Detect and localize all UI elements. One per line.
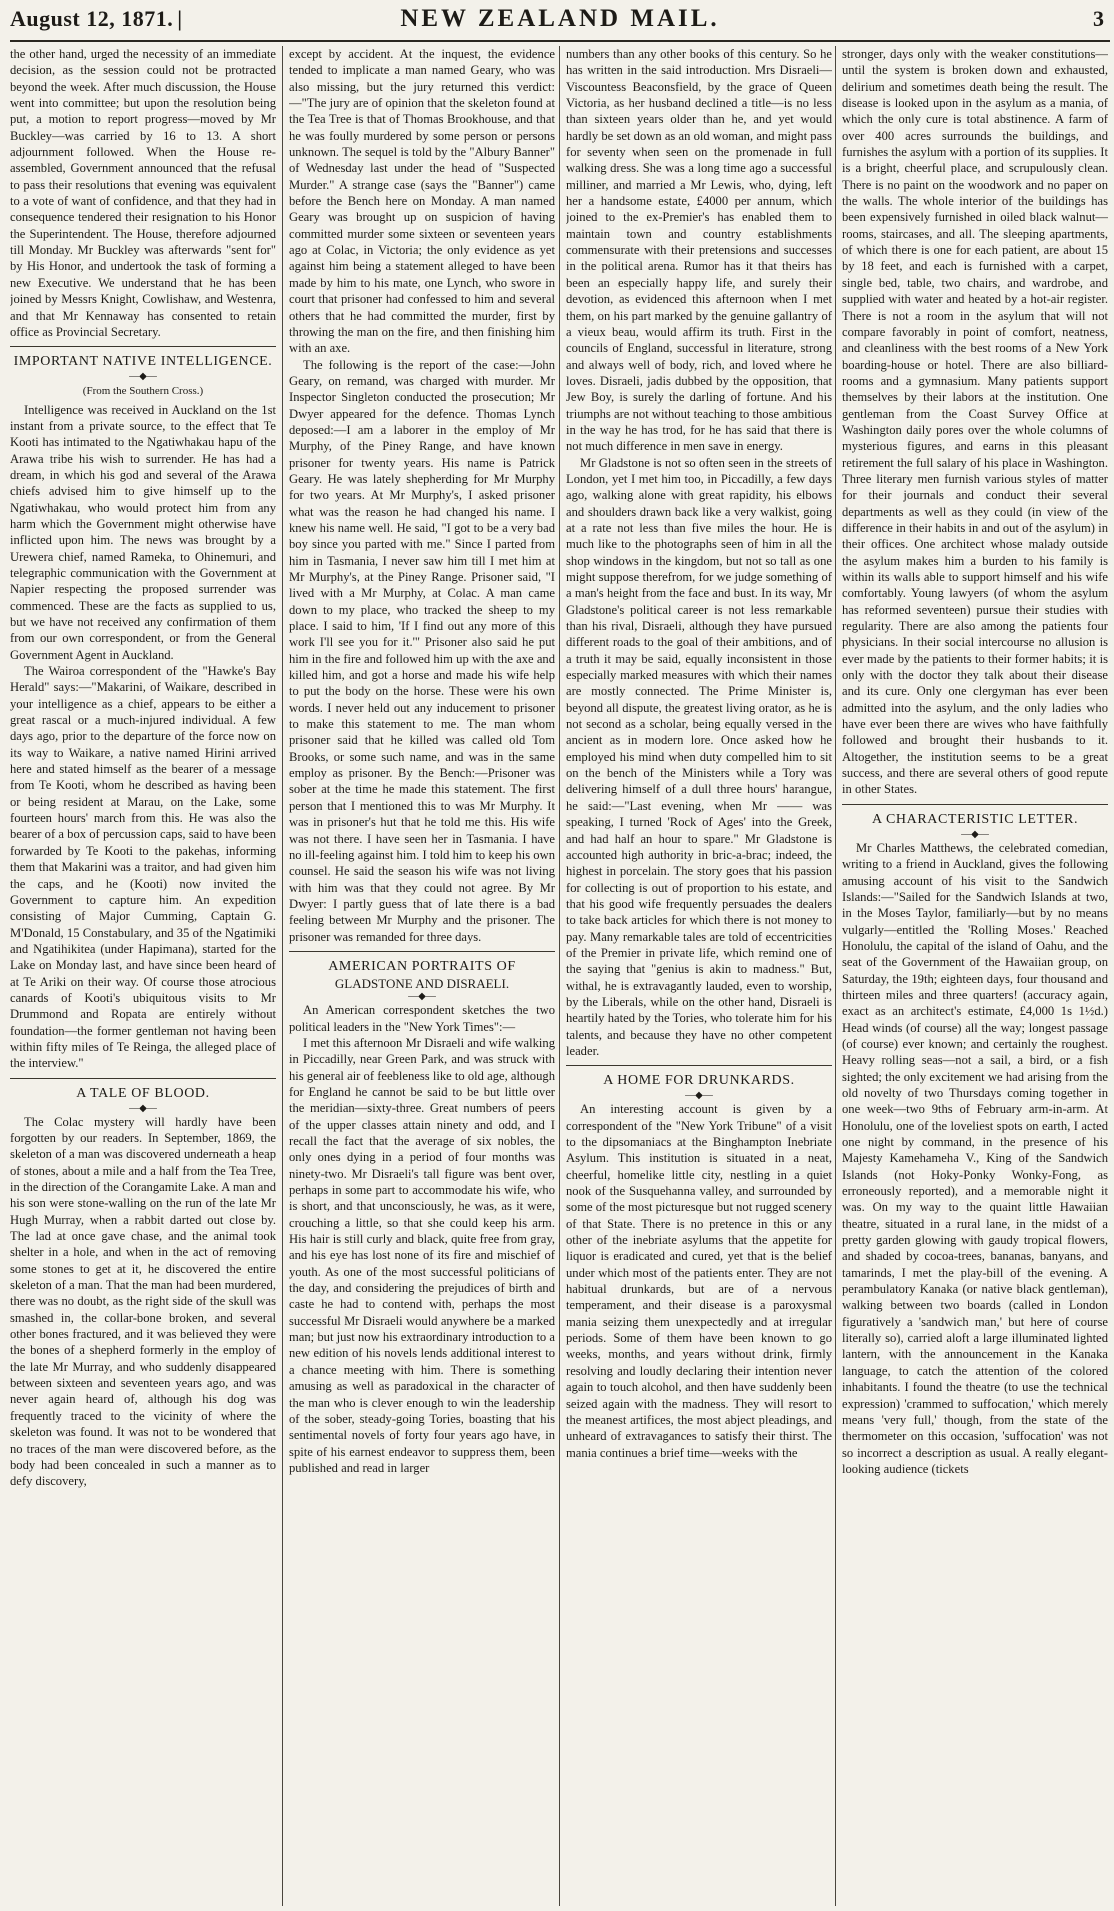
column-1 [10, 46, 276, 1906]
headline-rule [10, 346, 276, 347]
article-paragraph: I met this afternoon Mr Disraeli and wife walking in Piccadilly, near Green Park, and was struck with his general air of feebleness like to old age, although for England he cannot be said to be but little over the meridian—sixty-three. Great numbers of peers of the upper classes attain ninety and odd, and I recall the fact that the average of six nobles, the only ones dying in a period of four months was ninety-two. Mr Disraeli's tall figure was bent over, perhaps in some part to accommodate his wife, who is short, and that unconsciously, he was, as it were, crouching a little, so that she could keep his arm. His hair is still curly and black, quite free from gray, and his eye has lost none of its fire and mischief of youth. As one of the most successful politicians of the day, and considering the prejudices of birth and caste he had to contend with, perhaps the most successful Mr Disraeli would anywhere be a marked man; but just now his extraordinary introduction to a new edition of his novels lends additional interest to a chance meeting with him. There is something amusing as well as paradoxical in the character of the man who is clever enough to win the leadership of the sober, steady-going Tories, boasting that his sentimental novels of forty four years ago have, in spite of his earnest endeavor to suppress them, been published and read in larger [289, 1035, 555, 1475]
article-paragraph: except by accident. At the inquest, the evidence tended to implicate a man named Geary, who was also missing, but the jury returned this verdict:—"The jury are of opinion that the skeleton found at the Tea Tree is that of Thomas Brookhouse, and that he was foully murdered by some person or persons unknown. The sequel is told by the "Albury Banner" of Wednesday last under the head of "Suspected Murder." A strange case (says the "Banner") came before the Bench here on Monday. A man named Geary was brought up on suspicion of having committed murder some sixteen or seventeen years ago at Colac, in Victoria; the only evidence as yet against him being a statement alleged to have been made by him to his mate, one Lynch, who swore in court that prisoner had confessed to him and several others that he had committed the murder, first by throwing the man on the fire, and then finishing him with an axe. [289, 47, 555, 356]
article-paragraph: The Colac mystery will hardly have been forgotten by our readers. In September, 1869, the skeleton of a man was discovered underneath a heap of stones, about a mile and a half from the Tea Tree, in the direction of the Corangamite Lake. A man and his son were stone-walling on the run of the late Mr Hugh Murray, when a rabbit darted out close by. The lad at once gave chase, and the animal took shelter in a hole, and when in the act of removing some stones to get at it, he discovered the entire skeleton of a man. That the man had been murdered, there was no doubt, as the right side of the skull was smashed in, the collar-bone broken, and several other bones fractured, and it was believed they were the bones of a shepherd formerly in the employ of the late Mr Murray, and who suddenly disappeared between sixteen and seventeen years ago, and was never again heard of, although his dog was frequently traced to the vicinity of where the skeleton was found. It was not to be wondered that no traces of the man were discovered before, as the body had been concealed in such a manner as to defy discovery, [10, 1114, 276, 1489]
article-headline: A CHARACTERISTIC LETTER. [871, 811, 1079, 827]
column-rule [835, 46, 836, 1906]
headline-rule [289, 951, 555, 952]
headline-rule [566, 1065, 832, 1066]
article-paragraph: The Wairoa correspondent of the "Hawke's Bay Herald" says:—"Makarini, of Waikare, described in your intelligence as a chief, appears to be either a great rascal or a much-injured individual. A few days ago, prior to the departure of the force now on its way to Waikare, a native named Hirini arrived here and stated himself as the bearer of a message from Te Kooti, whom he described as having been or being resident at Marau, on the Lake, some fourteen hours' march from this. He was also the bearer of a box of percussion caps, said to have been forwarded by Te Kooti to the pakehas, informing them that Makarini was a traitor, and had given him the caps, and he (Kooti) now invited the Government to capture him. An expedition consisting of Major Cumming, Captain G. M'Donald, 15 Constabulary, and 35 of the Ngatimiki and Ngatihikitea (under Hapimana), started for the Lake on Monday last, and have since been heard of at Te Ariki on their way. Of course those atrocious canards of Kooti's ubiquitous visits to Mr Drummond and Ropata are entirely without foundation—the former gentleman not having been within fifty miles of Te Reinga, the alleged place of the interview." [10, 664, 276, 1071]
article-paragraph: Mr Gladstone is not so often seen in the streets of London, yet I met him too, in Piccadilly, a few days ago, walking alone with great rapidity, his elbows and shoulders drawn back like a very walkist, going at a rate not less than five miles the hour. He is much like to the photographs seen of him in all the shop windows in the kingdom, but not so tall as one might suppose therefrom, for we judge something of a man's height from the face and bust. In its way, Mr Gladstone's political career is not less remarkable than his rival, Disraeli, although they have pursued different roads to the goal of their ambitions, and of a truth it may be said, equally inconsistent in those especially marked measures with which their names are mostly connected. The Prime Minister is, beyond all dispute, the greatest living orator, as he is not second as a scholar, being equally versed in the ancient as in modern lore. Once asked how he employed his mind when duty compelled him to sit on the bench of the Ministers while a Tory was delivering himself of a dull three hours' harangue, he said:—"Last evening, when Mr —— was speaking, I turned 'Rock of Ages' into the Greek, and had half an hour to spare." Mr Gladstone is accounted high authority in bric-a-brac; indeed, the highest in porcelain. The story goes that his passion for collecting is out of proportion to his estate, and that his good wife frequently persuades the dealers to take back articles for which there is not money to pay. Many remarkable tales are told of eccentricities of the Premier in private life, which remind one of the saying that "genius is akin to madness." But, withal, he is extravagantly lauded, even to worship, by the Liberals, while on the other hand, Disraeli is heartily hated by the Tories, who tolerate him for his talents, and because they have no other competent leader. [566, 455, 832, 1058]
article-paragraph: Mr Charles Matthews, the celebrated comedian, writing to a friend in Auckland, gives the following amusing account of his visit to the Sandwich Islands:—"Sailed for the Sandwich Islands at two, in the Moses Taylor, familiarly—but by no means vulgarly—entitled the 'Rolling Moses.' Reached Honolulu, the capital of the island of Oahu, and the seat of the Government of the Hawaiian group, on Saturday, the 19th; eighteen days, four thousand and thirteen miles and three quarters! (accuracy again, exact as an architect's estimate, £4,000 1s 1½d.) Head winds (of course) all the way; longest passage (of course) ever known; and certainly the roughest. Heavy rolling seas—not a sail, a bird, or a fish sighted; the only excitement we had arising from the old novelty of two Thursdays coming together in one week—two 9ths of February arm-in-arm. At Honolulu, one of the loveliest spots on earth, I acted one night by command, in the presence of his Majesty Kamehameha V., King of the Sandwich Islands (not Hoky-Ponky Wonky-Fong, as erroneously reported), and a memorable night it was. On my way to the quaint little Hawaiian theatre, situated in a rural lane, in the midst of a pretty garden glowing with gaudy tropical flowers, and shaded by cocoa-trees, bananas, banyans, and tamarinds, I met the play-bill of the evening. A perambulatory Kanaka (or native black gentleman), walking between two boards (called in London figuratively a 'sandwich man,' but here of course literally so), carried aloft a large illuminated lighted lantern, with the announcement in the Kanaka language, to catch the attention of the colored inhabitants. I found the theatre (to use the technical expression) 'crammed to suffocation,' which merely means 'very full,' though, from the state of the thermometer on this occasion, 'suffocation' was not so incorrect a description as usual. A really elegant-looking audience (tickets [842, 840, 1108, 1476]
masthead [10, 0, 1110, 42]
column-3 [566, 46, 832, 1906]
column-rule [559, 46, 560, 1906]
article-paragraph: Intelligence was received in Auckland on the 1st instant from a private source, to the effect that Te Kooti has intimated to the Ngatiwhakau hapu of the Arawa tribe his wish to surrender. He has had a dream, in which his god and several of the Arawa chiefs advised him to give himself up to the Ngatiwhakau, who would protect him from any harm which the Government might otherwise have inflicted upon him. The news was brought by a Urewera chief, named Rameka, to Ohinemuri, and telegraphic communication with the Government at Napier respecting the proposed surrender was commenced. These are the facts as supplied to us, but we have not received any confirmation of them from our own correspondent, or from the General Government Agent in Auckland. [10, 402, 276, 662]
newspaper-page [10, 0, 1110, 1911]
headline-ornament: —◆— [408, 991, 436, 1003]
column-rule [282, 46, 283, 1906]
column-2 [289, 46, 555, 1906]
article-paragraph: The following is the report of the case:—John Geary, on remand, was charged with murder. Mr Inspector Singleton conducted the prosecution; Mr Dwyer appeared for the defence. Thomas Lynch deposed:—I am a laborer in the employ of Mr Murphy, of the Piney Range, and have known prisoner for twenty years. His name is Patrick Geary. He was lately shepherding for Mr Murphy for two years. At Mr Murphy's, I asked prisoner what was the reason he had changed his name. I knew his name well. He said, "I got to be a very bad boy since you parted with me." Since I parted from him in Tasmania, I never saw him till I met him at Mr Murphy's, at the Piney Range. Prisoner said, "I lived with a Mr Murphy, at Colac. A man came down to my place, who tracked the sheep to my place. I said to him, 'If I find out any more of this work I'll see you for it.'" Prisoner also said he put him in the fire and followed him up with the axe and killed him, and got a horse and made his wife help to put the body on the horse. These were his own words. I never held out any inducement to prisoner to make this statement to me. The man whom prisoner said that he killed was called old Tom Brooks, or some such name, and was in the same employ as prisoner. By the Bench:—Prisoner was sober at the time he made this statement. The first person that I mentioned this to was Mr Murphy. It was in prisoner's hut that he told me this. His wife was not there. I have seen her in Tasmania. I have no ill-feeling against him. I told him to keep his own counsel. He said the season his wife was not living with him was that they could not agree. By Mr Dwyer: I partly guess that of late there is a bad feeling between Mr Murphy and the prisoner. The prisoner was remanded for three days. [289, 357, 555, 944]
newspaper-title: NEW ZEALAND MAIL. [400, 5, 720, 32]
column-4 [842, 46, 1108, 1906]
article-headline: A HOME FOR DRUNKARDS. [603, 1073, 795, 1089]
article-source: (From the Southern Cross.) [82, 385, 204, 398]
article-paragraph: numbers than any other books of this century. So he has written in the said introduction. Mrs Disraeli—Viscountess Beaconsfield, by the grace of Queen Victoria, as her husband declined a title—is no less than sixteen years older than he, and yet would hardly be set down as an old woman, and might pass for seventy when seen on the promenade in full walking dress. She was a long time ago a successful milliner, and married a Mr Lewis, who, dying, left her a handsome estate, £4000 per annum, which joined to the ex-Premier's has enabled them to maintain town and country establishments commensurate with their pretensions and successes in the political arena. Rumor has it that theirs has been an especially happy life, and surely their devotion, as evidenced this afternoon when I met them, on his part marked by the genuine gallantry of a vieux beau, would affirm its truth. First in the councils of England, successful in literature, strong and always well of body, rich, and loved where he loves. Disraeli, jadis dubbed by the opposition, that Jew Boy, is surely the darling of fortune. And his triumphs are not without teaching to those ambitious in the way he has trod, for he has said that there is not much difference in men save in energy. [566, 47, 832, 454]
article-paragraph: An interesting account is given by a correspondent of the "New York Tribune" of a visit to the dipsomaniacs at the Binghampton Inebriate Asylum. This institution is situated in a neat, cheerful, homelike little city, nestling in a quiet nook of the Susquehanna valley, and surrounded by some of the most picturesque but not rugged scenery of that State. There is no pretence in this or any other of the inebriate asylums that the appetite for liquor is eradicated and cured, yet that is the belief under which most of the patients enter. They are not habitual drunkards, but are of a nervous temperament, and their disease is a paroxysmal mania seizing them unexpectedly and at irregular periods. Some of them have been known to go weeks, months, and years without drink, firmly resolving and loudly declaring their intention never again to touch alcohol, and then have suddenly been seized again with the madness. They will resort to the meanest artifices, the most abject pleadings, and unheard of extravagances to satisfy their thirst. The mania continues a brief time—weeks with the [566, 1102, 832, 1460]
headline-ornament: —◆— [961, 828, 989, 840]
headline-ornament: —◆— [129, 1102, 157, 1114]
article-paragraph: the other hand, urged the necessity of an immediate decision, as the session could not be protracted beyond the week. After much discussion, the House went into committee; but upon the resolution being put, a motion to report progress—moved by Mr Buckley—was carried by 16 to 13. A short adjournment followed. When the House re-assembled, Government announced that the refusal to pass their resolutions that evening was equivalent to a vote of want of confidence, and that they had in consequence tendered their resignation to his Honor the Superintendent. The House, therefore adjourned till Monday. Mr Buckley was afterwards "sent for" by His Honor, and undertook the task of forming a new Executive. We understand that he has been joined by Messrs Knight, Cowlishaw, and Westenra, and that Mr Kennaway has consented to retain office as Provincial Secretary. [10, 47, 276, 339]
article-subheadline: GLADSTONE AND DISRAELI. [334, 975, 510, 991]
article-headline: A TALE OF BLOOD. [76, 1085, 210, 1101]
headline-rule [842, 804, 1108, 805]
article-paragraph: stronger, days only with the weaker constitutions—until the system is broken down and exhausted, delirium and sometimes death being the result. The disease is looked upon in the asylum as a mania, of which the only cure is total abstinence. A farm of over 400 acres surrounds the buildings, and furnishes the asylum with a portion of its supplies. It is a bright, cheerful place, and scrupulously clean. There is no paint on the woodwork and no paper on the walls. The whole interior of the buildings has been expensively furnished in oiled black walnut—rooms, staircases, and all. The sleeping apartments, of which there is one for each patient, are about 15 by 18 feet, and each is furnished with a carpet, single bed, table, two chairs, and wardrobe, and supplied with water and heated by a hot-air register. There is not a room in the asylum that will not compare favorably in point of comfort, neatness, and cleanliness with the best rooms of a New York boarding-house or hotel. There are also billiard-rooms and a gymnasium. Many patients support themselves by their labors at the institution. One gentleman from the Coast Survey Office at Washington daily pores over the whole columns of mysterious figures, and earns in this pleasant retirement the full salary of his place in Washington. Three literary men furnish various styles of matter for their journals and conduct their several departments as well as they could (in view of the difference in their habits in and out of the asylum) in their offices. One architect whose malady outside the asylum makes him a burden to his family is within its walls able to support himself and his wife comfortably. Young lawyers (of whom the asylum has reformed seventeen) pursue their studies with regularity. There are also among the patients four physicians. In their social intercourse no allusion is ever made by the patients to their former habits; it is only with the doctor they talk about their disease and its cure. Only one clergyman has ever been admitted into the asylum, and the only ladies who have ever been there are wives who have faithfully followed and brought their husbands to it. Altogether, the institution seems to be a great success, and there are several others of good repute in other States. [842, 47, 1108, 797]
headline-rule [10, 1078, 276, 1079]
article-paragraph: An American correspondent sketches the two political leaders in the "New York Times":— [289, 1003, 555, 1034]
page-number: 3 [1093, 6, 1104, 31]
article-headline: IMPORTANT NATIVE INTELLIGENCE. [13, 354, 273, 370]
headline-ornament: —◆— [685, 1090, 713, 1102]
headline-ornament: —◆— [129, 371, 157, 383]
article-headline: AMERICAN PORTRAITS OF [328, 958, 516, 974]
issue-date: August 12, 1871. | [10, 6, 183, 31]
